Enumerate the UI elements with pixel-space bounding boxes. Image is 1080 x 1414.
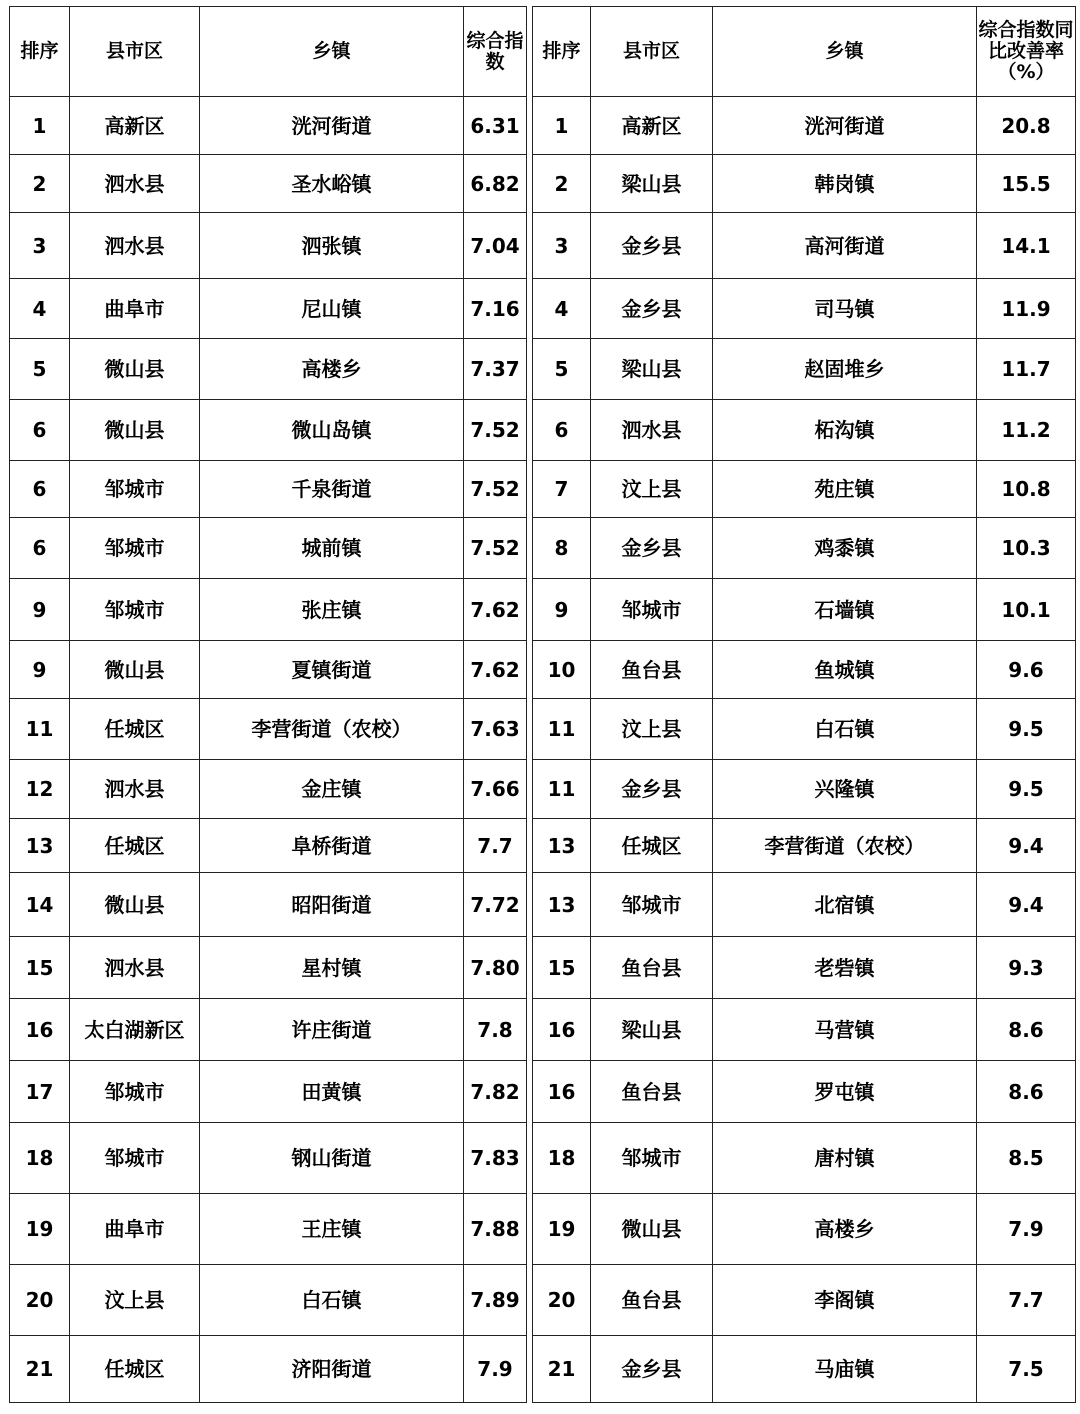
table-row (10, 1194, 527, 1265)
cell-rank: 13 (10, 819, 70, 873)
cell-county: 微山县 (70, 641, 200, 699)
cell-county: 邹城市 (591, 873, 713, 937)
cell-county: 任城区 (70, 699, 200, 760)
cell-town: 白石镇 (713, 699, 977, 760)
cell-rank: 6 (10, 400, 70, 461)
cell-value: 7.52 (464, 400, 527, 461)
cell-value: 7.80 (464, 937, 527, 999)
cell-value: 7.63 (464, 699, 527, 760)
cell-value: 9.5 (977, 760, 1076, 819)
cell-value: 7.62 (464, 641, 527, 699)
cell-county: 微山县 (70, 400, 200, 461)
cell-town: 钢山街道 (200, 1123, 464, 1194)
table-row (10, 1123, 527, 1194)
cell-county: 微山县 (70, 339, 200, 400)
cell-town: 尼山镇 (200, 279, 464, 339)
cell-town: 高河街道 (713, 213, 977, 279)
cell-rank: 19 (533, 1194, 591, 1265)
cell-rank: 19 (10, 1194, 70, 1265)
table-row (533, 97, 1076, 155)
cell-rank: 3 (10, 213, 70, 279)
cell-value: 7.89 (464, 1265, 527, 1336)
cell-town: 阜桥街道 (200, 819, 464, 873)
cell-value: 7.8 (464, 999, 527, 1061)
cell-rank: 1 (10, 97, 70, 155)
table-row (10, 1265, 527, 1336)
cell-county: 泗水县 (70, 155, 200, 213)
cell-county: 金乡县 (591, 1336, 713, 1403)
cell-town: 星村镇 (200, 937, 464, 999)
cell-county: 汶上县 (591, 461, 713, 518)
cell-rank: 17 (10, 1061, 70, 1123)
cell-county: 泗水县 (591, 400, 713, 461)
cell-rank: 14 (10, 873, 70, 937)
table-row (10, 97, 527, 155)
cell-value: 7.62 (464, 579, 527, 641)
cell-rank: 5 (533, 339, 591, 400)
cell-town: 白石镇 (200, 1265, 464, 1336)
cell-county: 任城区 (70, 1336, 200, 1403)
table-row (10, 339, 527, 400)
header-town: 乡镇 (713, 7, 977, 97)
table-row (10, 641, 527, 699)
cell-town: 兴隆镇 (713, 760, 977, 819)
cell-rank: 16 (533, 999, 591, 1061)
cell-town: 许庄街道 (200, 999, 464, 1061)
table-row (10, 760, 527, 819)
cell-value: 9.4 (977, 819, 1076, 873)
table-row (10, 518, 527, 579)
cell-value: 11.2 (977, 400, 1076, 461)
header-composite-index: 综合指数 (464, 7, 527, 97)
cell-value: 7.37 (464, 339, 527, 400)
left-table-body (10, 97, 527, 1403)
table-row (533, 579, 1076, 641)
cell-rank: 4 (10, 279, 70, 339)
cell-county: 任城区 (70, 819, 200, 873)
cell-value: 7.83 (464, 1123, 527, 1194)
cell-county: 鱼台县 (591, 641, 713, 699)
cell-value: 6.31 (464, 97, 527, 155)
cell-value: 7.7 (464, 819, 527, 873)
cell-rank: 2 (10, 155, 70, 213)
table-row (533, 213, 1076, 279)
cell-town: 石墙镇 (713, 579, 977, 641)
table-row (10, 400, 527, 461)
table-row (533, 1336, 1076, 1403)
cell-county: 邹城市 (70, 1061, 200, 1123)
cell-town: 洸河街道 (200, 97, 464, 155)
cell-county: 梁山县 (591, 155, 713, 213)
cell-value: 7.52 (464, 518, 527, 579)
table-row (10, 699, 527, 760)
table-row (10, 873, 527, 937)
cell-town: 高楼乡 (713, 1194, 977, 1265)
cell-town: 高楼乡 (200, 339, 464, 400)
cell-county: 汶上县 (591, 699, 713, 760)
cell-county: 高新区 (70, 97, 200, 155)
cell-value: 9.6 (977, 641, 1076, 699)
cell-county: 金乡县 (591, 760, 713, 819)
cell-value: 7.9 (977, 1194, 1076, 1265)
table-row (533, 339, 1076, 400)
cell-town: 田黄镇 (200, 1061, 464, 1123)
table-row (533, 819, 1076, 873)
table-row (533, 518, 1076, 579)
cell-value: 7.52 (464, 461, 527, 518)
cell-value: 8.6 (977, 1061, 1076, 1123)
cell-rank: 15 (533, 937, 591, 999)
cell-county: 鱼台县 (591, 937, 713, 999)
cell-county: 任城区 (591, 819, 713, 873)
cell-value: 7.66 (464, 760, 527, 819)
cell-county: 梁山县 (591, 339, 713, 400)
cell-town: 苑庄镇 (713, 461, 977, 518)
cell-town: 李营街道（农校） (200, 699, 464, 760)
table-row (10, 461, 527, 518)
table-row (533, 1194, 1076, 1265)
cell-county: 金乡县 (591, 279, 713, 339)
cell-town: 千泉街道 (200, 461, 464, 518)
cell-town: 城前镇 (200, 518, 464, 579)
table-header-row (10, 7, 527, 97)
cell-county: 曲阜市 (70, 279, 200, 339)
table-row (533, 873, 1076, 937)
cell-rank: 15 (10, 937, 70, 999)
cell-value: 11.7 (977, 339, 1076, 400)
table-row (533, 279, 1076, 339)
cell-town: 王庄镇 (200, 1194, 464, 1265)
cell-town: 夏镇街道 (200, 641, 464, 699)
cell-town: 北宿镇 (713, 873, 977, 937)
cell-rank: 16 (10, 999, 70, 1061)
cell-rank: 5 (10, 339, 70, 400)
table-row (10, 999, 527, 1061)
cell-county: 梁山县 (591, 999, 713, 1061)
cell-value: 7.5 (977, 1336, 1076, 1403)
cell-value: 7.16 (464, 279, 527, 339)
cell-value: 7.7 (977, 1265, 1076, 1336)
cell-rank: 7 (533, 461, 591, 518)
cell-town: 韩岗镇 (713, 155, 977, 213)
table-row (533, 400, 1076, 461)
cell-value: 7.82 (464, 1061, 527, 1123)
table-row (10, 279, 527, 339)
cell-value: 8.6 (977, 999, 1076, 1061)
cell-value: 10.1 (977, 579, 1076, 641)
table-row (10, 579, 527, 641)
table-row (10, 819, 527, 873)
cell-county: 邹城市 (70, 461, 200, 518)
cell-town: 昭阳街道 (200, 873, 464, 937)
cell-county: 太白湖新区 (70, 999, 200, 1061)
cell-county: 汶上县 (70, 1265, 200, 1336)
cell-town: 洸河街道 (713, 97, 977, 155)
cell-rank: 9 (533, 579, 591, 641)
header-rank: 排序 (533, 7, 591, 97)
cell-rank: 9 (10, 579, 70, 641)
cell-town: 柘沟镇 (713, 400, 977, 461)
cell-value: 11.9 (977, 279, 1076, 339)
cell-rank: 13 (533, 873, 591, 937)
cell-value: 9.3 (977, 937, 1076, 999)
header-improvement-rate: 综合指数同比改善率（%） (977, 7, 1076, 97)
cell-county: 高新区 (591, 97, 713, 155)
header-county: 县市区 (70, 7, 200, 97)
cell-town: 张庄镇 (200, 579, 464, 641)
cell-town: 泗张镇 (200, 213, 464, 279)
table-row (533, 1123, 1076, 1194)
cell-town: 马营镇 (713, 999, 977, 1061)
header-county: 县市区 (591, 7, 713, 97)
cell-county: 邹城市 (70, 518, 200, 579)
cell-town: 微山岛镇 (200, 400, 464, 461)
cell-rank: 11 (10, 699, 70, 760)
header-rank: 排序 (10, 7, 70, 97)
left-ranking-table (9, 6, 527, 1403)
cell-county: 邹城市 (70, 579, 200, 641)
cell-county: 金乡县 (591, 213, 713, 279)
cell-value: 6.82 (464, 155, 527, 213)
table-row (10, 155, 527, 213)
cell-county: 邹城市 (70, 1123, 200, 1194)
cell-value: 20.8 (977, 97, 1076, 155)
cell-rank: 10 (533, 641, 591, 699)
right-table-body (533, 97, 1076, 1403)
table-row (533, 461, 1076, 518)
cell-county: 泗水县 (70, 213, 200, 279)
cell-rank: 2 (533, 155, 591, 213)
table-row (533, 1061, 1076, 1123)
cell-county: 金乡县 (591, 518, 713, 579)
cell-rank: 20 (533, 1265, 591, 1336)
cell-county: 鱼台县 (591, 1061, 713, 1123)
cell-county: 邹城市 (591, 1123, 713, 1194)
header-town: 乡镇 (200, 7, 464, 97)
cell-value: 7.9 (464, 1336, 527, 1403)
table-header-row (533, 7, 1076, 97)
table-row (533, 641, 1076, 699)
cell-town: 鸡黍镇 (713, 518, 977, 579)
cell-town: 金庄镇 (200, 760, 464, 819)
cell-county: 微山县 (70, 873, 200, 937)
cell-rank: 6 (10, 461, 70, 518)
table-row (10, 213, 527, 279)
cell-county: 鱼台县 (591, 1265, 713, 1336)
cell-rank: 11 (533, 760, 591, 819)
cell-rank: 11 (533, 699, 591, 760)
table-row (10, 1061, 527, 1123)
cell-county: 邹城市 (591, 579, 713, 641)
cell-rank: 21 (10, 1336, 70, 1403)
cell-town: 济阳街道 (200, 1336, 464, 1403)
cell-rank: 13 (533, 819, 591, 873)
cell-value: 7.88 (464, 1194, 527, 1265)
cell-town: 鱼城镇 (713, 641, 977, 699)
cell-value: 7.72 (464, 873, 527, 937)
cell-value: 10.3 (977, 518, 1076, 579)
cell-town: 李阁镇 (713, 1265, 977, 1336)
cell-value: 8.5 (977, 1123, 1076, 1194)
cell-rank: 18 (533, 1123, 591, 1194)
cell-rank: 6 (10, 518, 70, 579)
cell-rank: 1 (533, 97, 591, 155)
cell-town: 马庙镇 (713, 1336, 977, 1403)
cell-rank: 9 (10, 641, 70, 699)
cell-rank: 12 (10, 760, 70, 819)
cell-county: 微山县 (591, 1194, 713, 1265)
table-row (533, 999, 1076, 1061)
cell-rank: 18 (10, 1123, 70, 1194)
cell-rank: 21 (533, 1336, 591, 1403)
cell-value: 9.5 (977, 699, 1076, 760)
cell-town: 司马镇 (713, 279, 977, 339)
cell-value: 15.5 (977, 155, 1076, 213)
cell-rank: 8 (533, 518, 591, 579)
table-row (533, 699, 1076, 760)
cell-rank: 6 (533, 400, 591, 461)
cell-town: 老砦镇 (713, 937, 977, 999)
cell-town: 罗屯镇 (713, 1061, 977, 1123)
table-row (533, 155, 1076, 213)
table-row (533, 1265, 1076, 1336)
right-ranking-table (532, 6, 1076, 1403)
cell-value: 14.1 (977, 213, 1076, 279)
table-row (533, 760, 1076, 819)
cell-county: 曲阜市 (70, 1194, 200, 1265)
cell-value: 9.4 (977, 873, 1076, 937)
table-row (533, 937, 1076, 999)
cell-town: 唐村镇 (713, 1123, 977, 1194)
cell-county: 泗水县 (70, 760, 200, 819)
cell-town: 李营街道（农校） (713, 819, 977, 873)
table-row (10, 937, 527, 999)
cell-rank: 20 (10, 1265, 70, 1336)
cell-county: 泗水县 (70, 937, 200, 999)
cell-value: 10.8 (977, 461, 1076, 518)
cell-rank: 16 (533, 1061, 591, 1123)
table-row (10, 1336, 527, 1403)
cell-rank: 3 (533, 213, 591, 279)
cell-town: 赵固堆乡 (713, 339, 977, 400)
cell-town: 圣水峪镇 (200, 155, 464, 213)
cell-rank: 4 (533, 279, 591, 339)
cell-value: 7.04 (464, 213, 527, 279)
